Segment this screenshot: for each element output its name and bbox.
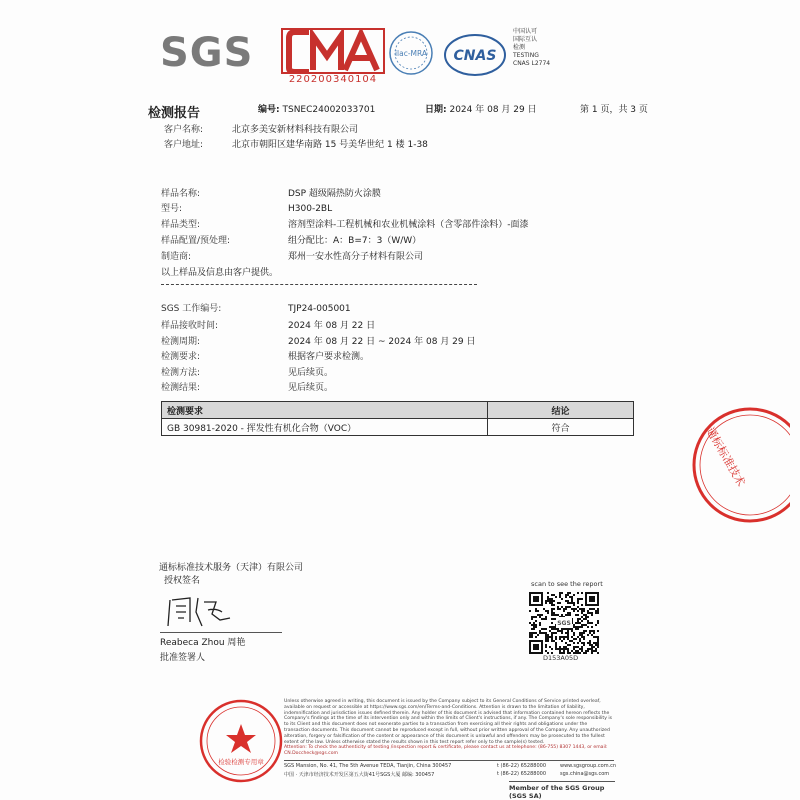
sgs-group-member: Member of the SGS Group (SGS SA) — [509, 781, 615, 800]
website-en[interactable]: www.sgsgroup.com.cn — [560, 763, 617, 769]
model: H300-2BL — [288, 204, 333, 214]
signature-line — [160, 632, 282, 633]
sample-name-label: 样品名称: — [161, 189, 201, 199]
report-number: 编号: TSNEC24002033701 — [258, 105, 376, 115]
test-requirement-label: 检测要求: — [161, 352, 201, 362]
test-result-label: 检测结果: — [161, 383, 201, 393]
header-requirement: 检测要求 — [162, 402, 488, 419]
test-period-label: 检测周期: — [161, 337, 201, 347]
company-stamp-right — [650, 400, 790, 530]
cell-conclusion: 符合 — [488, 419, 634, 436]
bottom-stamp-text: 检验检测专用章 — [218, 758, 264, 766]
manufacturer-label: 制造商: — [161, 252, 192, 262]
results-table — [161, 401, 634, 436]
section-divider — [161, 284, 477, 285]
sample-note: 以上样品及信息由客户提供。 — [161, 268, 279, 278]
authorized-signature-label: 授权签名 — [164, 576, 201, 586]
qr-code-id: D153A05D — [543, 654, 579, 662]
footer-divider — [284, 760, 614, 761]
job-number: TJP24-005001 — [288, 304, 351, 314]
cma-mark-icon — [281, 28, 385, 74]
cell-requirement: GB 30981-2020 - 挥发性有机化合物（VOC） — [162, 419, 488, 436]
phone-cn: t (86-22) 65288000 — [497, 771, 547, 777]
client-name: 北京多美安新材料科技有限公司 — [232, 125, 359, 135]
test-method: 见后续页。 — [288, 368, 334, 378]
legal-disclaimer: Unless otherwise agreed in writing, this document is issued by the Company subject to its General Conditions of Service printed overleaf, available on request or accessible at https://www.sgs.com/en/Terms-and-Conditions. Attention is drawn to the limitation of liability, indemnification and jurisdiction issues defined therein. Any holder of this document is advised that information contained hereon reflects the Company's findings at the time of its intervention only and within the limits of Client's instructions, if any. The Company's sole responsibility is to its Client and this document does not exonerate parties to a transaction from exercising all their rights and obligations under the transaction documents. This document cannot be reproduced except in full, without prior written approval of the Company. Any unauthorized alteration, forgery or falsification of the content or appearance of this document is unlawful and offenders may be prosecuted to the fullest extent of the law. Unless otherwise stated the results shown in this test report refer only to the sample(s) tested. Attention: To check the authenticity of testing /inspection report & certificate, please contact us at telephone: (86-755) 8307 1443, or email: CN.Doccheck@sgs.com — [284, 699, 613, 757]
address-en: SGS Mansion, No. 41, The 5th Avenue TEDA, Tianjin, China 300457 — [284, 763, 452, 769]
test-requirement: 根据客户要求检测。 — [288, 352, 370, 362]
received-date-label: 样品接收时间: — [161, 321, 219, 331]
test-period: 2024 年 08 月 22 日 ~ 2024 年 08 月 29 日 — [288, 337, 476, 347]
signer-name: Reabeca Zhou 周艳 — [160, 638, 246, 648]
sample-name: DSP 超级隔热防火涂膜 — [288, 189, 381, 199]
page-indicator: 第 1 页，共 3 页 — [580, 105, 648, 115]
address-cn: 中国 · 天津市经济技术开发区第五大街41号SGS大厦 邮编: 300457 — [284, 772, 435, 778]
qr-caption: scan to see the report — [531, 580, 603, 588]
qr-center-logo: SGS — [557, 620, 571, 627]
ilac-mra-logo — [388, 30, 434, 76]
client-name-label: 客户名称: — [164, 125, 204, 135]
received-date: 2024 年 08 月 22 日 — [288, 321, 376, 331]
approver-label: 批准签署人 — [160, 653, 206, 663]
test-method-label: 检测方法: — [161, 368, 201, 378]
report-qr-code[interactable] — [529, 592, 599, 654]
handwritten-signature — [160, 592, 240, 630]
sample-type: 溶剂型涂料-工程机械和农业机械涂料（含零部件涂料）-面漆 — [288, 220, 529, 230]
sample-type-label: 样品类型: — [161, 220, 201, 230]
cnas-accreditation-text: 中国认可 国际互认 检测 TESTING CNAS L2774 — [513, 28, 551, 67]
cnas-logo — [443, 32, 507, 78]
header-conclusion: 结论 — [488, 402, 634, 419]
phone-en: t (86-22) 65288000 — [497, 763, 547, 769]
sample-config-label: 样品配置/预处理: — [161, 236, 231, 246]
cma-logo — [281, 28, 385, 94]
cma-number: 220200340104 — [288, 74, 378, 85]
model-label: 型号: — [161, 204, 183, 214]
table-header-row — [162, 402, 634, 419]
table-row — [162, 419, 634, 436]
report-title: 检测报告 — [148, 106, 201, 121]
header-logos — [160, 22, 580, 92]
client-address: 北京市朝阳区建华南路 15 号美华世纪 1 楼 1-38 — [232, 140, 428, 150]
test-result: 见后续页。 — [288, 383, 334, 393]
client-address-label: 客户地址: — [164, 140, 204, 150]
sample-config: 组分配比：A：B=7：3（W/W） — [288, 236, 422, 246]
report-date: 日期: 2024 年 08 月 29 日 — [425, 105, 537, 115]
inspection-stamp-bottom — [196, 696, 286, 786]
svg-text:ilac-MRA: ilac-MRA — [394, 49, 428, 58]
svg-text:CNAS: CNAS — [453, 48, 497, 64]
right-stamp-text: 通标标准技术 — [703, 425, 748, 489]
authenticity-notice: Attention: To check the authenticity of testing /inspection report & certificate, please contact us at telephone: (86-755) 8307 1443, or email: CN.Doccheck@sgs.com — [284, 745, 608, 757]
email-cn[interactable]: sgs.china@sgs.com — [560, 771, 610, 777]
signing-company: 通标标准技术服务（天津）有限公司 — [159, 563, 304, 573]
sgs-logo: SGS — [160, 30, 254, 76]
job-number-label: SGS 工作编号: — [161, 304, 222, 314]
manufacturer: 郑州一安水性高分子材料有限公司 — [288, 252, 424, 262]
